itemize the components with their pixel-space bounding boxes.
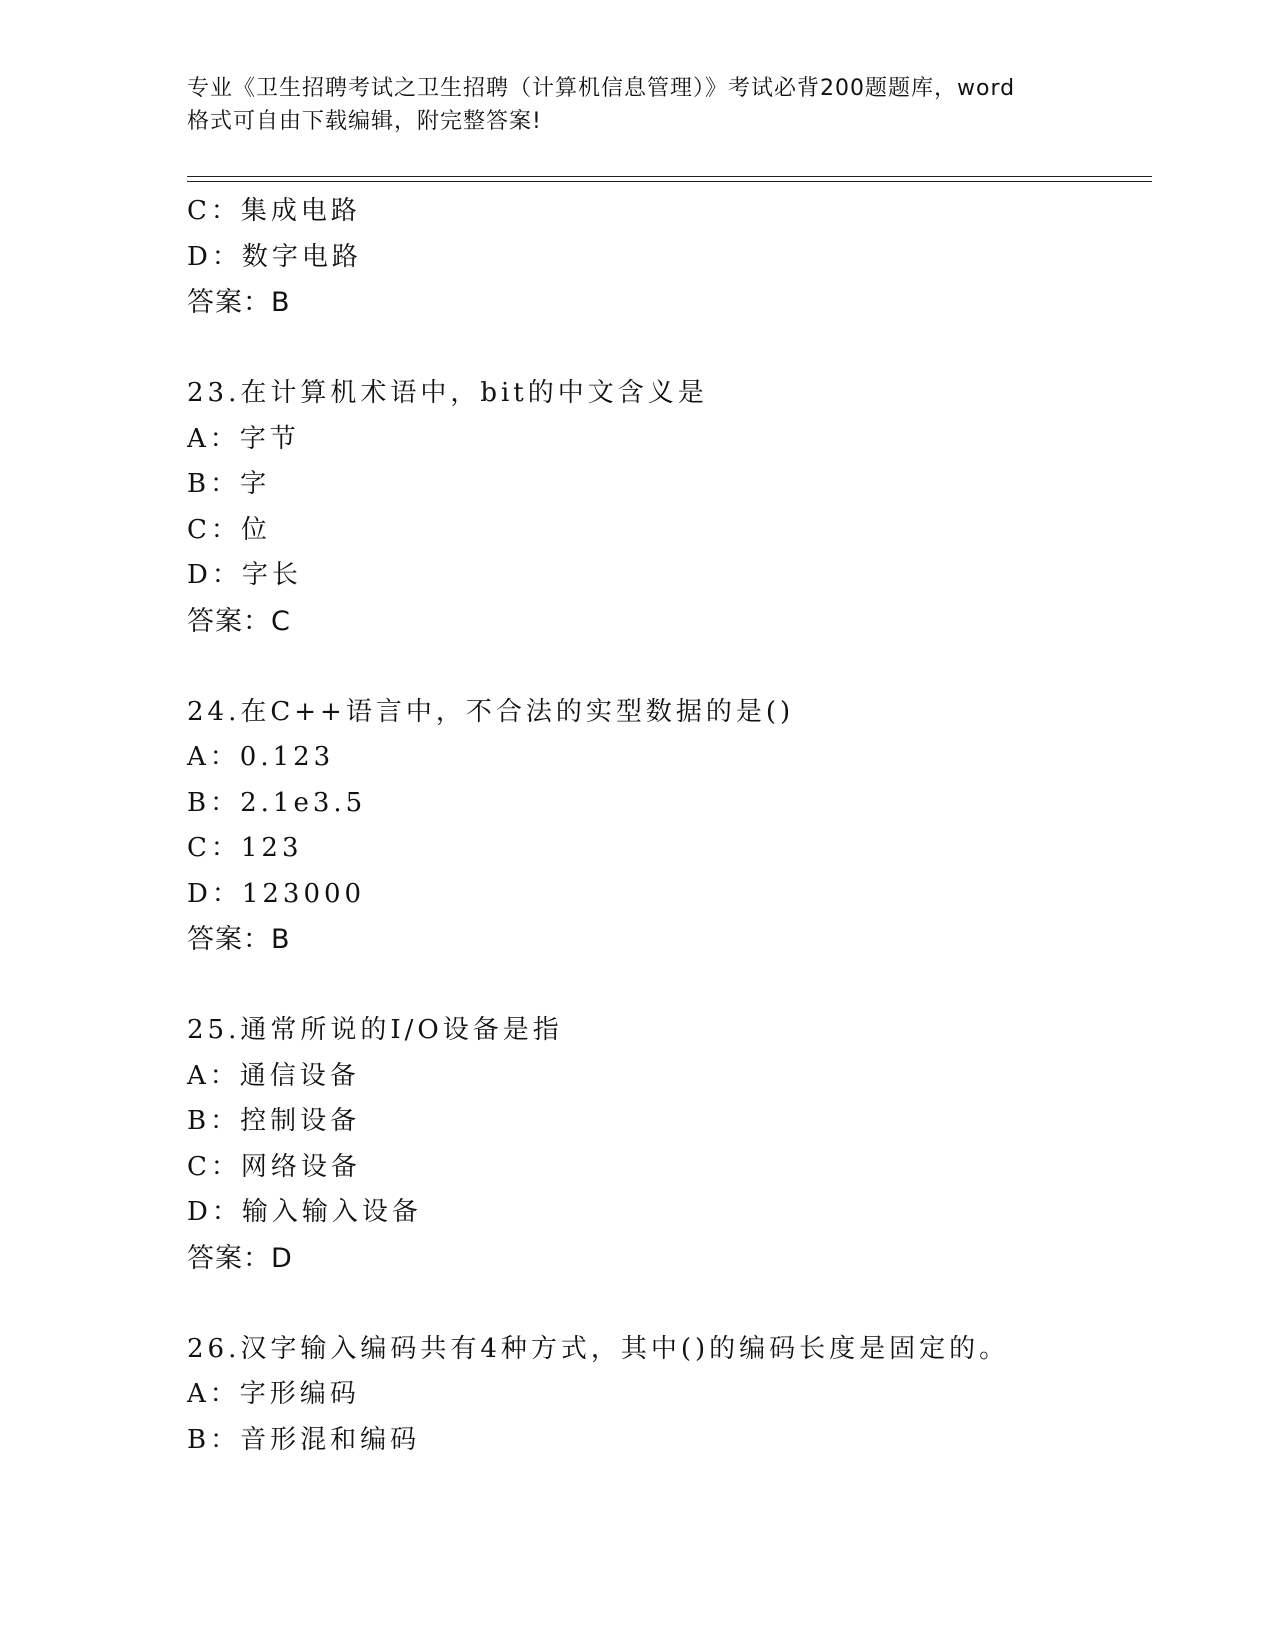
option-b: B：2.1e3.5	[187, 787, 367, 818]
header-divider-top	[187, 176, 1152, 177]
question-text: 24.在C++语言中，不合法的实型数据的是()	[187, 696, 795, 727]
spacer	[187, 644, 1152, 690]
option-d: D：123000	[187, 878, 366, 909]
question-text: 23.在计算机术语中，bit的中文含义是	[187, 378, 708, 408]
option-d: D：数字电路	[187, 241, 362, 272]
answer: 答案：C	[187, 605, 291, 637]
option-d: D：字长	[187, 560, 302, 590]
option-b: B：音形混和编码	[187, 1424, 421, 1455]
answer: 答案：B	[187, 924, 291, 955]
question-22	[187, 189, 1152, 326]
option-c: C：123	[187, 833, 303, 863]
option-a: A：字节	[187, 423, 300, 454]
question-26	[187, 1327, 1152, 1464]
option-b: B：字	[187, 469, 271, 499]
header-divider-bottom	[187, 181, 1152, 182]
answer: 答案：D	[187, 1242, 293, 1274]
option-a: A：通信设备	[187, 1060, 360, 1091]
question-text: 26.汉字输入编码共有4种方式，其中()的编码长度是固定的。	[187, 1333, 1010, 1364]
option-b: B：控制设备	[187, 1106, 361, 1136]
option-a: A：0.123	[187, 742, 335, 772]
spacer	[187, 1281, 1152, 1327]
option-c: C：位	[187, 514, 271, 545]
answer: 答案：B	[187, 287, 291, 318]
document-header	[187, 72, 1087, 138]
header-line-1: 专业《卫生招聘考试之卫生招聘（计算机信息管理）》考试必背200题题库，word	[187, 76, 1016, 101]
option-d: D：输入输入设备	[187, 1197, 422, 1227]
question-23	[187, 371, 1152, 644]
option-c: C：网络设备	[187, 1151, 361, 1182]
option-a: A：字形编码	[187, 1379, 360, 1409]
header-line-2: 格式可自由下载编辑，附完整答案!	[187, 109, 542, 134]
option-c: C：集成电路	[187, 196, 361, 226]
spacer	[187, 963, 1152, 1009]
spacer	[187, 326, 1152, 372]
question-list	[187, 189, 1152, 1463]
question-text: 25.通常所说的I/O设备是指	[187, 1015, 563, 1045]
question-25	[187, 1008, 1152, 1281]
question-24	[187, 690, 1152, 963]
